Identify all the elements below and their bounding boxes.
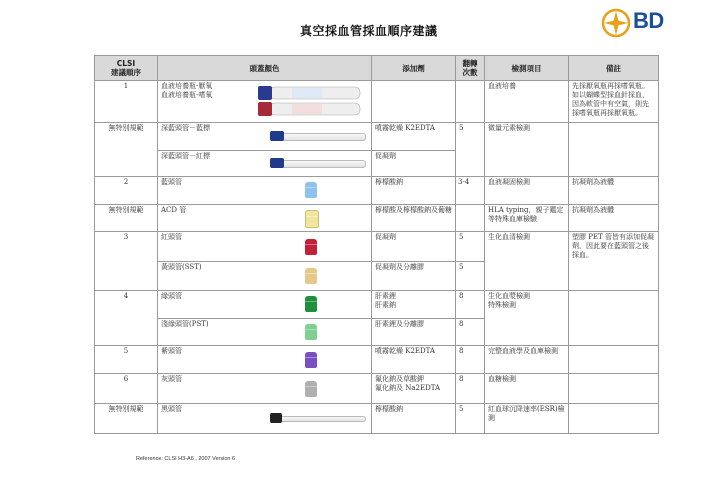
- additive-cell: 促凝劑: [372, 232, 456, 262]
- inversion-cell: 5: [456, 123, 485, 177]
- additive-cell: 促凝劑: [372, 151, 456, 177]
- cap-label: 藍頭管: [161, 178, 182, 186]
- additive-cell: 檸檬酸及檸檬酸鈉及葡糖: [372, 205, 456, 232]
- cap-label: ACD 管: [161, 206, 187, 214]
- test-cell: 血液培養: [485, 81, 569, 123]
- cap-cell: [158, 151, 372, 177]
- table-row: [95, 123, 659, 151]
- additive-cell: 氟化鈉及草酸鉀 氟化鈉及 Na2EDTA: [372, 374, 456, 404]
- cap-label: 血液培養瓶-厭氧 血液培養瓶-嗜氧: [161, 82, 213, 99]
- table-row: [95, 404, 659, 434]
- note-cell: [569, 291, 659, 346]
- red-cap-icon: [305, 239, 317, 255]
- note-cell: 抗凝劑為液體: [569, 205, 659, 232]
- gray-cap-icon: [305, 381, 317, 397]
- test-cell: 生化血清檢測: [485, 232, 569, 291]
- cap-label: 紫頭管: [161, 347, 182, 355]
- table-row: [95, 232, 659, 262]
- order-cell: 3: [95, 232, 158, 291]
- gold-cap-icon: [305, 268, 317, 284]
- cap-cell: [158, 346, 372, 374]
- table-row: [95, 346, 659, 374]
- order-cell: 2: [95, 177, 158, 205]
- inversion-cell: 5: [456, 232, 485, 262]
- cap-label: 黑頭管: [161, 405, 182, 413]
- blood-culture-bottles-icon: [256, 84, 364, 120]
- inversion-cell: 8: [456, 374, 485, 404]
- test-cell: 微量元素檢測: [485, 123, 569, 177]
- inversion-cell: 8: [456, 291, 485, 319]
- cap-label: 黃頭管(SST): [161, 263, 202, 271]
- green-cap-icon: [305, 296, 317, 312]
- order-cell: 5: [95, 346, 158, 374]
- header-note: 備註: [569, 56, 659, 81]
- header-additive: 添加劑: [372, 56, 456, 81]
- note-cell: [569, 404, 659, 434]
- additive-cell: 肝素鋰 肝素鈉: [372, 291, 456, 319]
- lavender-cap-icon: [305, 352, 317, 368]
- additive-cell: [372, 81, 456, 123]
- table-row: [95, 205, 659, 232]
- inversion-cell: 5: [456, 404, 485, 434]
- order-cell: 1: [95, 81, 158, 123]
- test-cell: 血液凝固檢測: [485, 177, 569, 205]
- cap-cell: [158, 205, 372, 232]
- table-header-row: [95, 56, 659, 81]
- cap-label: 深藍頭管－藍標: [161, 124, 210, 132]
- cap-label: 灰頭管: [161, 375, 182, 383]
- inversion-cell: 3-4: [456, 177, 485, 205]
- order-cell: 4: [95, 291, 158, 346]
- cap-cell: [158, 291, 372, 319]
- cap-label: 綠頭管: [161, 292, 182, 300]
- light-green-cap-icon: [305, 324, 317, 340]
- additive-cell: 肝素鋰及分離膠: [372, 319, 456, 346]
- header-order: CLSI 建議順序: [95, 56, 158, 81]
- cap-cell: [158, 374, 372, 404]
- additive-cell: 檸檬酸鈉: [372, 177, 456, 205]
- cap-label: 深藍頭管－紅標: [161, 152, 210, 160]
- note-cell: 抗凝劑為液體: [569, 177, 659, 205]
- note-cell: 塑膠 PET 管皆有添加促凝劑，因此要在藍頭管之後採血。: [569, 232, 659, 291]
- note-cell: [569, 374, 659, 404]
- bd-logo-text: BD: [633, 8, 664, 33]
- acd-cap-icon: [305, 210, 319, 228]
- additive-cell: 噴霧乾燥 K2EDTA: [372, 123, 456, 151]
- collection-order-table: [94, 55, 659, 434]
- cap-cell: [158, 177, 372, 205]
- light-blue-cap-icon: [305, 182, 317, 198]
- note-cell: [569, 346, 659, 374]
- cap-cell: [158, 262, 372, 291]
- order-cell: 無特別規範: [95, 205, 158, 232]
- inversion-cell: 5: [456, 262, 485, 291]
- header-test: 檢測項目: [485, 56, 569, 81]
- cap-label: 紅頭管: [161, 233, 182, 241]
- additive-cell: 檸檬酸鈉: [372, 404, 456, 434]
- test-cell: 完整血液學及血庫檢測: [485, 346, 569, 374]
- page-title: 真空採血管採血順序建議: [300, 24, 438, 38]
- inversion-cell: 8: [456, 319, 485, 346]
- cap-cell: [158, 123, 372, 151]
- test-cell: HLA typing，親子鑑定等特殊血庫檢驗: [485, 205, 569, 232]
- test-cell: 紅血球沉降速率(ESR)檢測: [485, 404, 569, 434]
- note-cell: [569, 123, 659, 177]
- header-inversion: 翻轉 次數: [456, 56, 485, 81]
- inversion-cell: [456, 81, 485, 123]
- inversion-cell: [456, 205, 485, 232]
- cap-cell: [158, 232, 372, 262]
- additive-cell: 噴霧乾燥 K2EDTA: [372, 346, 456, 374]
- cap-cell: [158, 319, 372, 346]
- note-cell: 先採厭氧瓶再採嗜氧瓶。 如以蝴蝶型採血針採血，因為軟管中有空氣，則先採嗜氧瓶再採厭氧瓶。: [569, 81, 659, 123]
- test-cell: 血糖檢測: [485, 374, 569, 404]
- cap-label: 淺綠頭管(PST): [161, 320, 209, 328]
- cap-cell: [158, 81, 372, 123]
- table-row: [95, 177, 659, 205]
- cap-cell: [158, 404, 372, 434]
- table-row: [95, 291, 659, 319]
- order-cell: 無特別規範: [95, 123, 158, 177]
- table-row: [95, 81, 659, 123]
- inversion-cell: 8: [456, 346, 485, 374]
- additive-cell: 促凝劑及分離膠: [372, 262, 456, 291]
- order-cell: 無特別規範: [95, 404, 158, 434]
- header-cap-color: 頭蓋顏色: [158, 56, 372, 81]
- table-row: [95, 374, 659, 404]
- order-cell: 6: [95, 374, 158, 404]
- reference-footnote: Reference: CLSI H3-A6 , 2007 Version 6: [136, 456, 236, 462]
- test-cell: 生化血漿檢測 特殊檢測: [485, 291, 569, 346]
